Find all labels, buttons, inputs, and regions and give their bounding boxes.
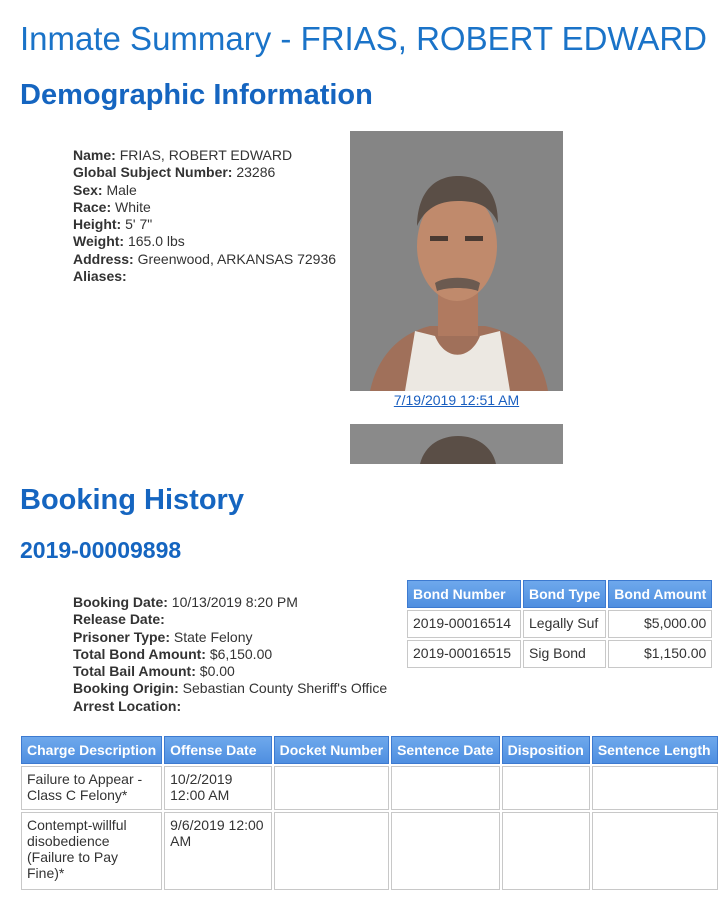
table-row bbox=[21, 812, 718, 890]
col-bond-amount[interactable]: Bond Amount bbox=[608, 580, 712, 608]
sentence-length-cell bbox=[592, 812, 718, 890]
bond-amount-cell: $5,000.00 bbox=[608, 610, 712, 638]
field-booking-origin: Booking Origin: Sebastian County Sheriff's Office bbox=[73, 680, 388, 697]
col-docket-number[interactable]: Docket Number bbox=[274, 736, 389, 764]
charge-table bbox=[19, 734, 720, 892]
sentence-date-cell bbox=[391, 812, 499, 890]
field-total-bail-amount: Total Bail Amount: $0.00 bbox=[73, 663, 235, 680]
bond-table bbox=[405, 578, 714, 670]
offense-date-cell: 9/6/2019 12:00 AM bbox=[164, 812, 271, 890]
col-disposition[interactable]: Disposition bbox=[502, 736, 590, 764]
table-row bbox=[21, 766, 718, 810]
bond-number-cell: 2019-00016515 bbox=[407, 640, 521, 668]
field-address: Address: Greenwood, ARKANSAS 72936 bbox=[73, 250, 337, 267]
bond-type-cell: Legally Suf bbox=[523, 610, 606, 638]
docket-number-cell bbox=[274, 766, 389, 810]
field-height: Height: 5' 7" bbox=[73, 216, 153, 233]
disposition-cell bbox=[502, 766, 590, 810]
field-name: Name: FRIAS, ROBERT EDWARD bbox=[73, 147, 293, 163]
field-prisoner-type: Prisoner Type: State Felony bbox=[73, 628, 253, 645]
field-sex: Sex: Male bbox=[73, 181, 137, 198]
field-booking-date: Booking Date: 10/13/2019 8:20 PM bbox=[73, 594, 298, 610]
booking-number: 2019-00009898 bbox=[20, 537, 182, 563]
table-row bbox=[407, 640, 712, 668]
col-bond-type[interactable]: Bond Type bbox=[523, 580, 606, 608]
charge-description-cell: Contempt-willful disobedience (Failure to Pay Fine)* bbox=[21, 812, 162, 890]
offense-date-cell: 10/2/2019 12:00 AM bbox=[164, 766, 271, 810]
charge-description-cell: Failure to Appear - Class C Felony* bbox=[21, 766, 162, 810]
field-total-bond-amount: Total Bond Amount: $6,150.00 bbox=[73, 645, 273, 662]
photo-date-link[interactable]: 7/19/2019 12:51 AM bbox=[393, 392, 520, 408]
col-charge-description[interactable]: Charge Description bbox=[21, 736, 162, 764]
col-sentence-date[interactable]: Sentence Date bbox=[391, 736, 499, 764]
docket-number-cell bbox=[274, 812, 389, 890]
field-arrest-location: Arrest Location: bbox=[73, 697, 182, 714]
table-row bbox=[407, 610, 712, 638]
booking-history-heading: Booking History bbox=[20, 484, 244, 516]
field-race: Race: White bbox=[73, 198, 151, 215]
demographic-fields bbox=[73, 147, 336, 285]
charge-table-header bbox=[21, 736, 718, 764]
field-release-date: Release Date: bbox=[73, 611, 165, 628]
demographic-heading: Demographic Information bbox=[20, 79, 373, 111]
mugshot-illustration-2 bbox=[350, 424, 563, 464]
field-aliases: Aliases: bbox=[73, 268, 127, 285]
col-offense-date[interactable]: Offense Date bbox=[164, 736, 271, 764]
col-sentence-length[interactable]: Sentence Length bbox=[592, 736, 718, 764]
bond-amount-cell: $1,150.00 bbox=[608, 640, 712, 668]
mugshot-photo[interactable] bbox=[350, 131, 563, 391]
disposition-cell bbox=[502, 812, 590, 890]
bond-number-cell: 2019-00016514 bbox=[407, 610, 521, 638]
booking-fields bbox=[73, 594, 387, 715]
field-global-subject-number: Global Subject Number: 23286 bbox=[73, 164, 276, 181]
mugshot-illustration bbox=[350, 131, 563, 391]
col-bond-number[interactable]: Bond Number bbox=[407, 580, 521, 608]
sentence-length-cell bbox=[592, 766, 718, 810]
bond-type-cell: Sig Bond bbox=[523, 640, 606, 668]
sentence-date-cell bbox=[391, 766, 499, 810]
mugshot-photo-2[interactable] bbox=[350, 424, 563, 464]
page-title: Inmate Summary - FRIAS, ROBERT EDWARD bbox=[20, 20, 708, 57]
field-weight: Weight: 165.0 lbs bbox=[73, 233, 185, 250]
bond-table-header bbox=[407, 580, 712, 608]
